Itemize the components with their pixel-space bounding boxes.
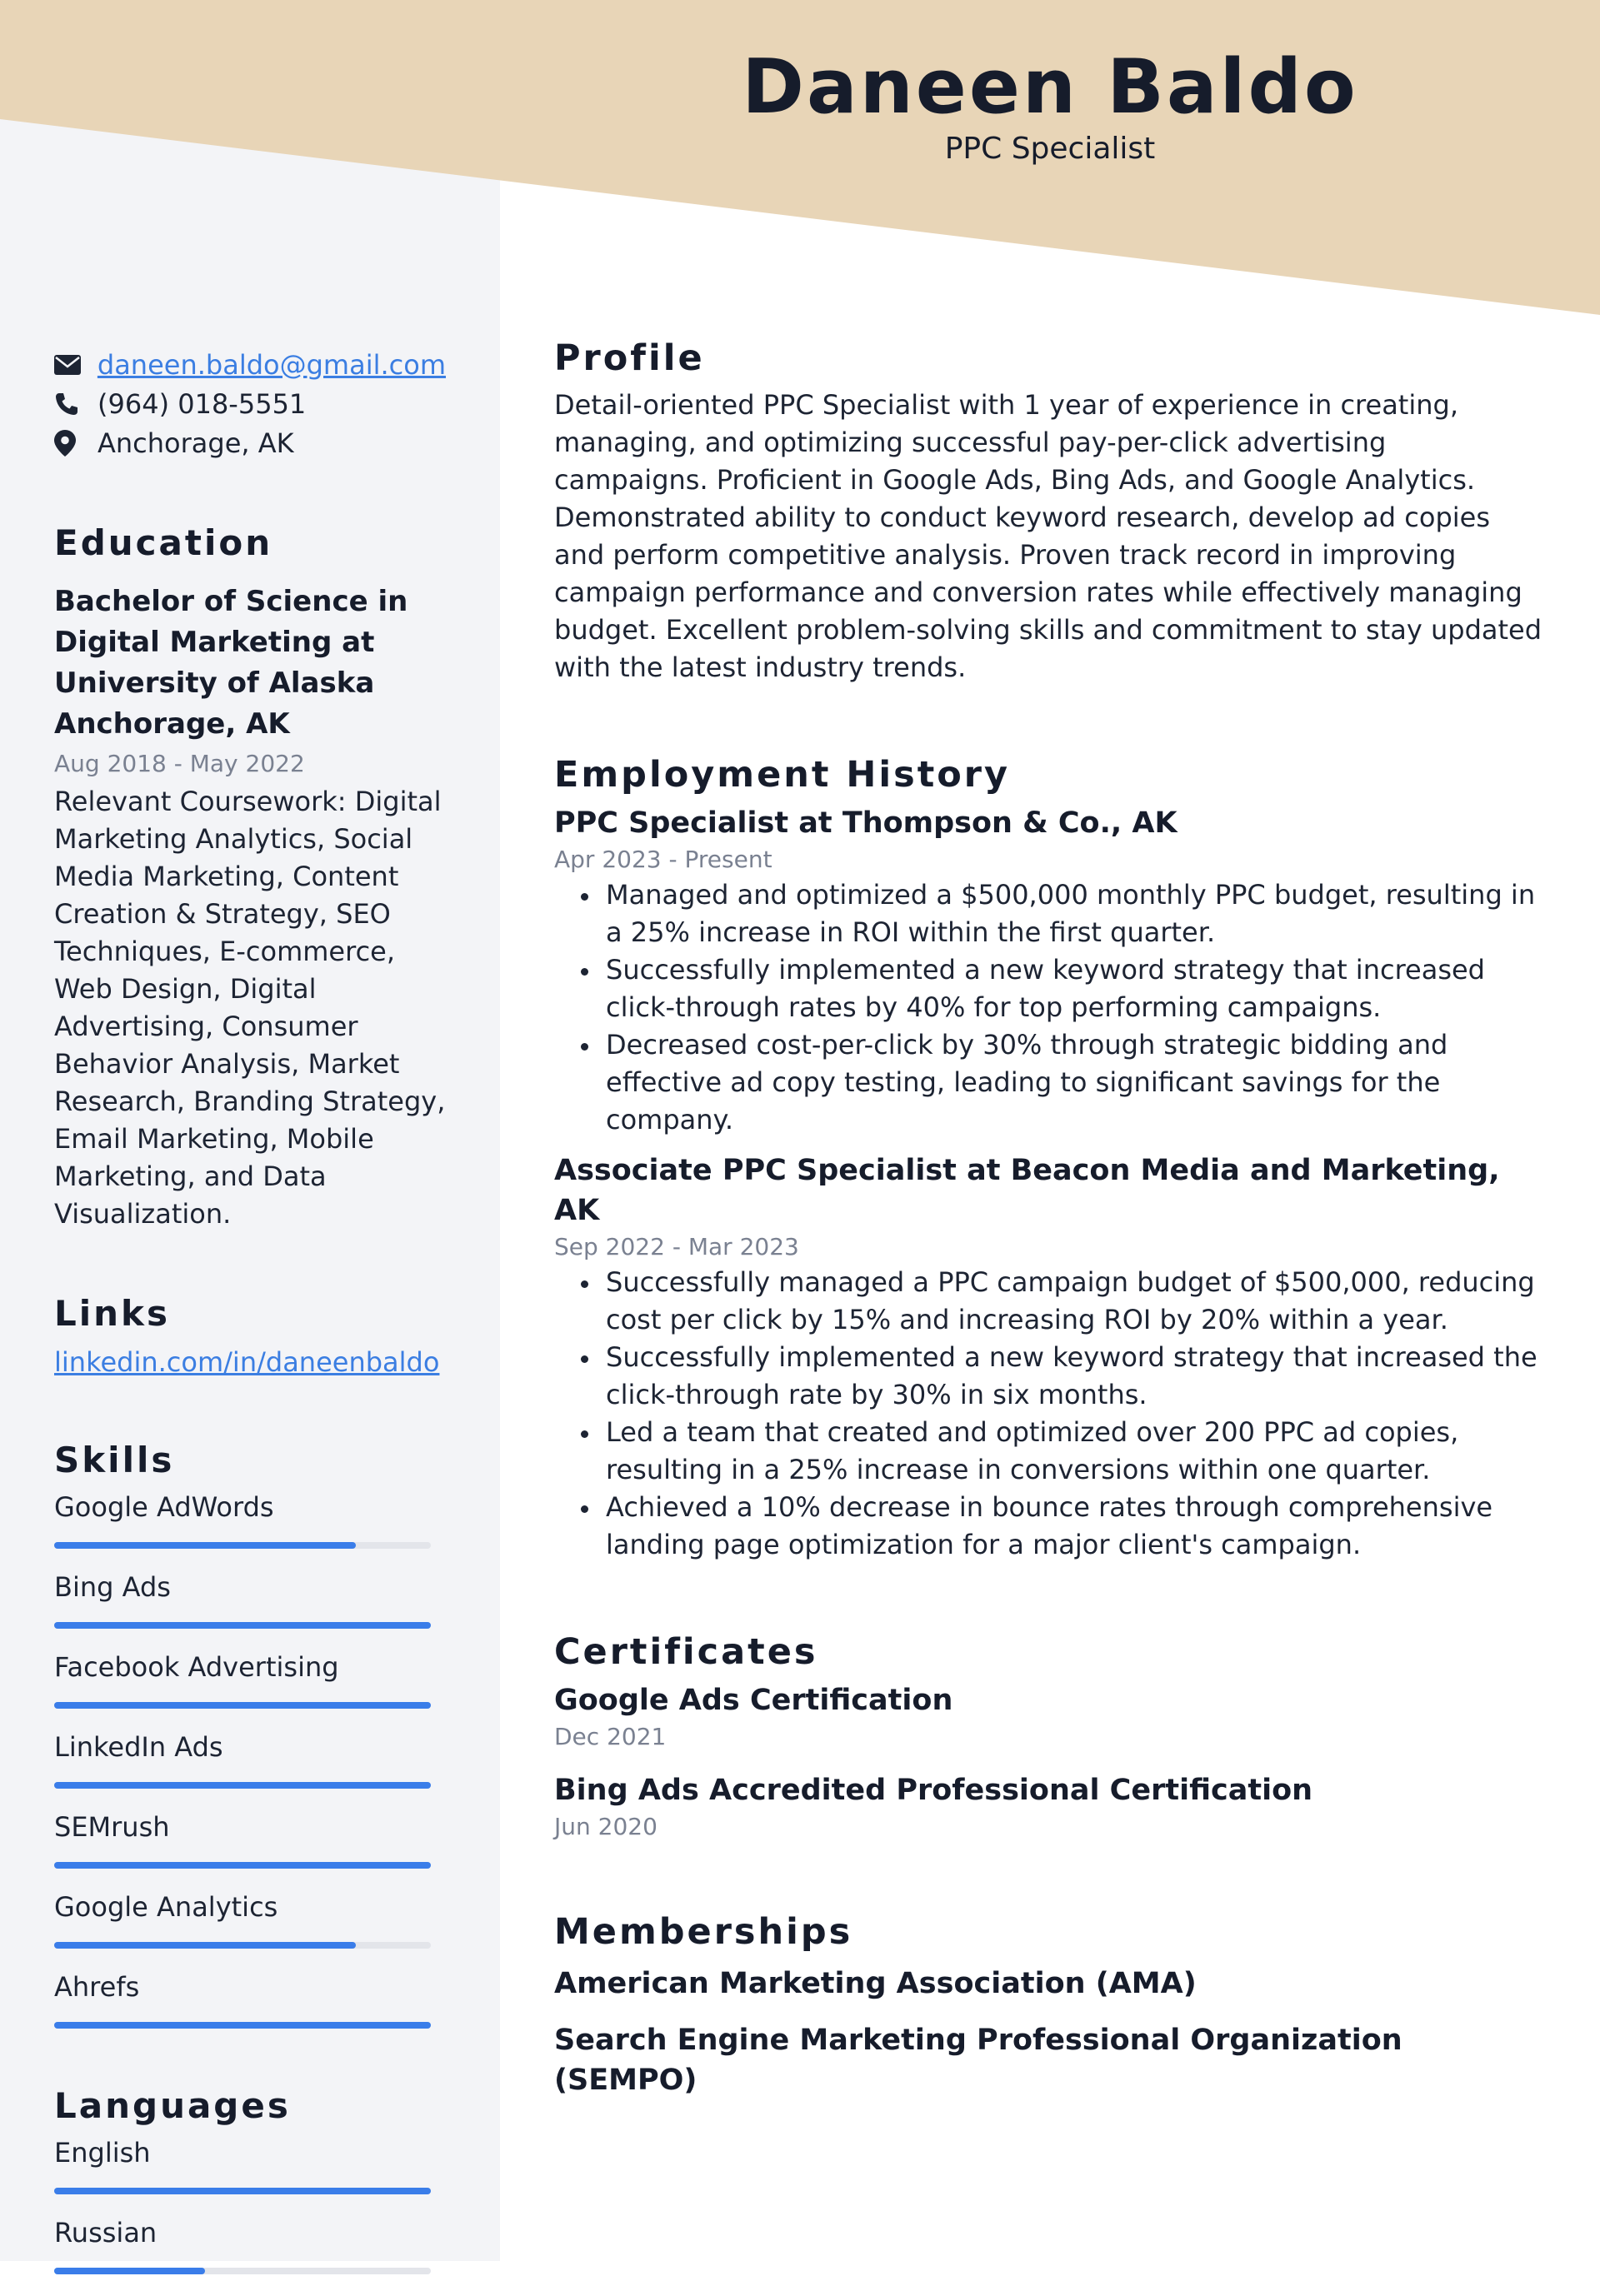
- employment-heading: Employment History: [554, 754, 1011, 796]
- language-item-bar: [54, 2268, 431, 2274]
- skill-item: [54, 1970, 446, 2029]
- skill-item: [54, 1810, 446, 1869]
- skill-item-label: LinkedIn Ads: [54, 1731, 223, 1763]
- job-bullet: Successfully managed a PPC campaign budget of $500,000, reducing cost per click by 15% and increasing ROI by 20% within a year.: [606, 1264, 1546, 1339]
- certificate-entry: [554, 1770, 1546, 1844]
- phone-number: (964) 018-5551: [98, 387, 307, 420]
- certificates-list: [554, 1680, 1546, 1844]
- candidate-name: Daneen Baldo: [742, 43, 1358, 131]
- main-column: [554, 333, 1546, 2100]
- skills-section: [54, 1440, 446, 2029]
- skill-item-label: SEMrush: [54, 1811, 170, 1843]
- education-section: [54, 522, 446, 1233]
- language-item-label: English: [54, 2137, 151, 2169]
- skill-item-label: Ahrefs: [54, 1971, 140, 2003]
- certificates-heading: Certificates: [554, 1631, 818, 1673]
- language-item-label: Russian: [54, 2217, 158, 2249]
- contact-block: [54, 345, 446, 462]
- job-bullet: Successfully implemented a new keyword strategy that increased the click-through rate by 30% in six months.: [606, 1339, 1546, 1414]
- profile-heading: Profile: [554, 337, 705, 379]
- job-title: PPC Specialist at Thompson & Co., AK: [554, 806, 1178, 840]
- skill-item-bar: [54, 1942, 431, 1949]
- certificate-date: Dec 2021: [554, 1723, 667, 1750]
- language-item-bar: [54, 2188, 431, 2194]
- skill-item-bar-fill: [54, 1942, 356, 1949]
- phone-icon: [54, 392, 98, 417]
- certificate-name: Bing Ads Accredited Professional Certification: [554, 1774, 1313, 1807]
- sidebar: [54, 345, 446, 2296]
- skill-item-bar-fill: [54, 1702, 431, 1709]
- candidate-title: PPC Specialist: [944, 132, 1156, 166]
- location-text: Anchorage, AK: [98, 427, 294, 459]
- job-bullet: Managed and optimized a $500,000 monthly PPC budget, resulting in a 25% increase in ROI within the first quarter.: [606, 876, 1546, 951]
- skill-item-bar-fill: [54, 1542, 356, 1549]
- memberships-section: [554, 1907, 1546, 2100]
- certificates-section: [554, 1627, 1546, 1844]
- languages-section: [54, 2085, 446, 2274]
- language-item: [54, 2136, 446, 2194]
- email-link[interactable]: daneen.baldo@gmail.com: [97, 348, 446, 381]
- job-entry: [554, 803, 1546, 1139]
- skill-item-label: Google AdWords: [54, 1491, 274, 1523]
- membership-item: American Marketing Association (AMA): [554, 1967, 1197, 2000]
- skill-item-label: Facebook Advertising: [54, 1651, 339, 1683]
- skills-heading: Skills: [54, 1440, 175, 1480]
- skill-item-label: Google Analytics: [54, 1891, 278, 1923]
- certificate-entry: [554, 1680, 1546, 1754]
- membership-item: Search Engine Marketing Professional Organization (SEMPO): [554, 2024, 1402, 2097]
- skills-list: [54, 1490, 446, 2029]
- skill-item-bar: [54, 1702, 431, 1709]
- contact-location: [54, 423, 446, 462]
- jobs-list: [554, 803, 1546, 1564]
- linkedin-link[interactable]: linkedin.com/in/daneenbaldo: [54, 1346, 440, 1378]
- job-bullet: Successfully implemented a new keyword strategy that increased click-through rates by 40% for top performing campaigns.: [606, 951, 1546, 1026]
- job-entry: [554, 1150, 1546, 1564]
- job-title: Associate PPC Specialist at Beacon Media and Marketing, AK: [554, 1154, 1500, 1227]
- map-pin-icon: [54, 430, 98, 457]
- skill-item-bar-fill: [54, 1862, 431, 1869]
- education-dates: Aug 2018 - May 2022: [54, 750, 305, 777]
- skill-item-bar-fill: [54, 1782, 431, 1789]
- profile-section: [554, 333, 1546, 686]
- job-bullet: Achieved a 10% decrease in bounce rates through comprehensive landing page optimization for a major client's campaign.: [606, 1489, 1546, 1564]
- job-bullets: [554, 876, 1546, 1139]
- education-coursework: Relevant Coursework: Digital Marketing Analytics, Social Media Marketing, Content Creation & Strategy, SEO Techniques, E-commerce, Web Design, Digital Advertising, Consumer Behavior Analysis, Market Research, Branding Strategy, Email Marketing, Mobile Marketing, and Data Visualization.: [54, 786, 446, 1230]
- memberships-list: [554, 1964, 1546, 2100]
- memberships-heading: Memberships: [554, 1911, 853, 1953]
- contact-email: [54, 345, 446, 384]
- skill-item: [54, 1730, 446, 1789]
- job-dates: Sep 2022 - Mar 2023: [554, 1233, 799, 1260]
- skill-item-bar: [54, 1542, 431, 1549]
- education-degree: Bachelor of Science in Digital Marketing at University of Alaska Anchorage, AK: [54, 585, 408, 741]
- profile-text: Detail-oriented PPC Specialist with 1 year of experience in creating, managing, and optimizing successful pay-per-click advertising campaigns. Proficient in Google Ads, Bing Ads, and Google Analytics. Demonstrated ability to conduct keyword research, develop ad copies and perform competitive analysis. Proven track record in improving campaign performance and conversion rates while effectively managing budget. Excellent problem-solving skills and commitment to stay updated with the latest industry trends.: [554, 389, 1542, 683]
- links-heading: Links: [54, 1293, 170, 1334]
- skill-item-bar-fill: [54, 2022, 431, 2029]
- education-heading: Education: [54, 522, 273, 563]
- certificate-date: Jun 2020: [554, 1813, 658, 1840]
- job-bullet: Decreased cost-per-click by 30% through strategic bidding and effective ad copy testing, leading to significant savings for the company.: [606, 1026, 1546, 1139]
- links-section: [54, 1293, 446, 1381]
- job-dates: Apr 2023 - Present: [554, 846, 772, 873]
- language-item-bar-fill: [54, 2268, 205, 2274]
- skill-item-bar: [54, 2022, 431, 2029]
- envelope-icon: [54, 355, 98, 375]
- contact-phone: [54, 384, 446, 423]
- languages-heading: Languages: [54, 2085, 291, 2126]
- skill-item: [54, 1490, 446, 1549]
- skill-item-bar: [54, 1622, 431, 1629]
- skill-item: [54, 1890, 446, 1949]
- language-item-bar-fill: [54, 2188, 431, 2194]
- skill-item-bar: [54, 1782, 431, 1789]
- skill-item-label: Bing Ads: [54, 1571, 171, 1603]
- languages-list: [54, 2136, 446, 2274]
- job-bullets: [554, 1264, 1546, 1564]
- skill-item: [54, 1650, 446, 1709]
- skill-item-bar-fill: [54, 1622, 431, 1629]
- employment-section: [554, 750, 1546, 1564]
- skill-item-bar: [54, 1862, 431, 1869]
- language-item: [54, 2216, 446, 2274]
- certificate-name: Google Ads Certification: [554, 1684, 953, 1717]
- skill-item: [54, 1570, 446, 1629]
- job-bullet: Led a team that created and optimized over 200 PPC ad copies, resulting in a 25% increase in conversions within one quarter.: [606, 1414, 1546, 1489]
